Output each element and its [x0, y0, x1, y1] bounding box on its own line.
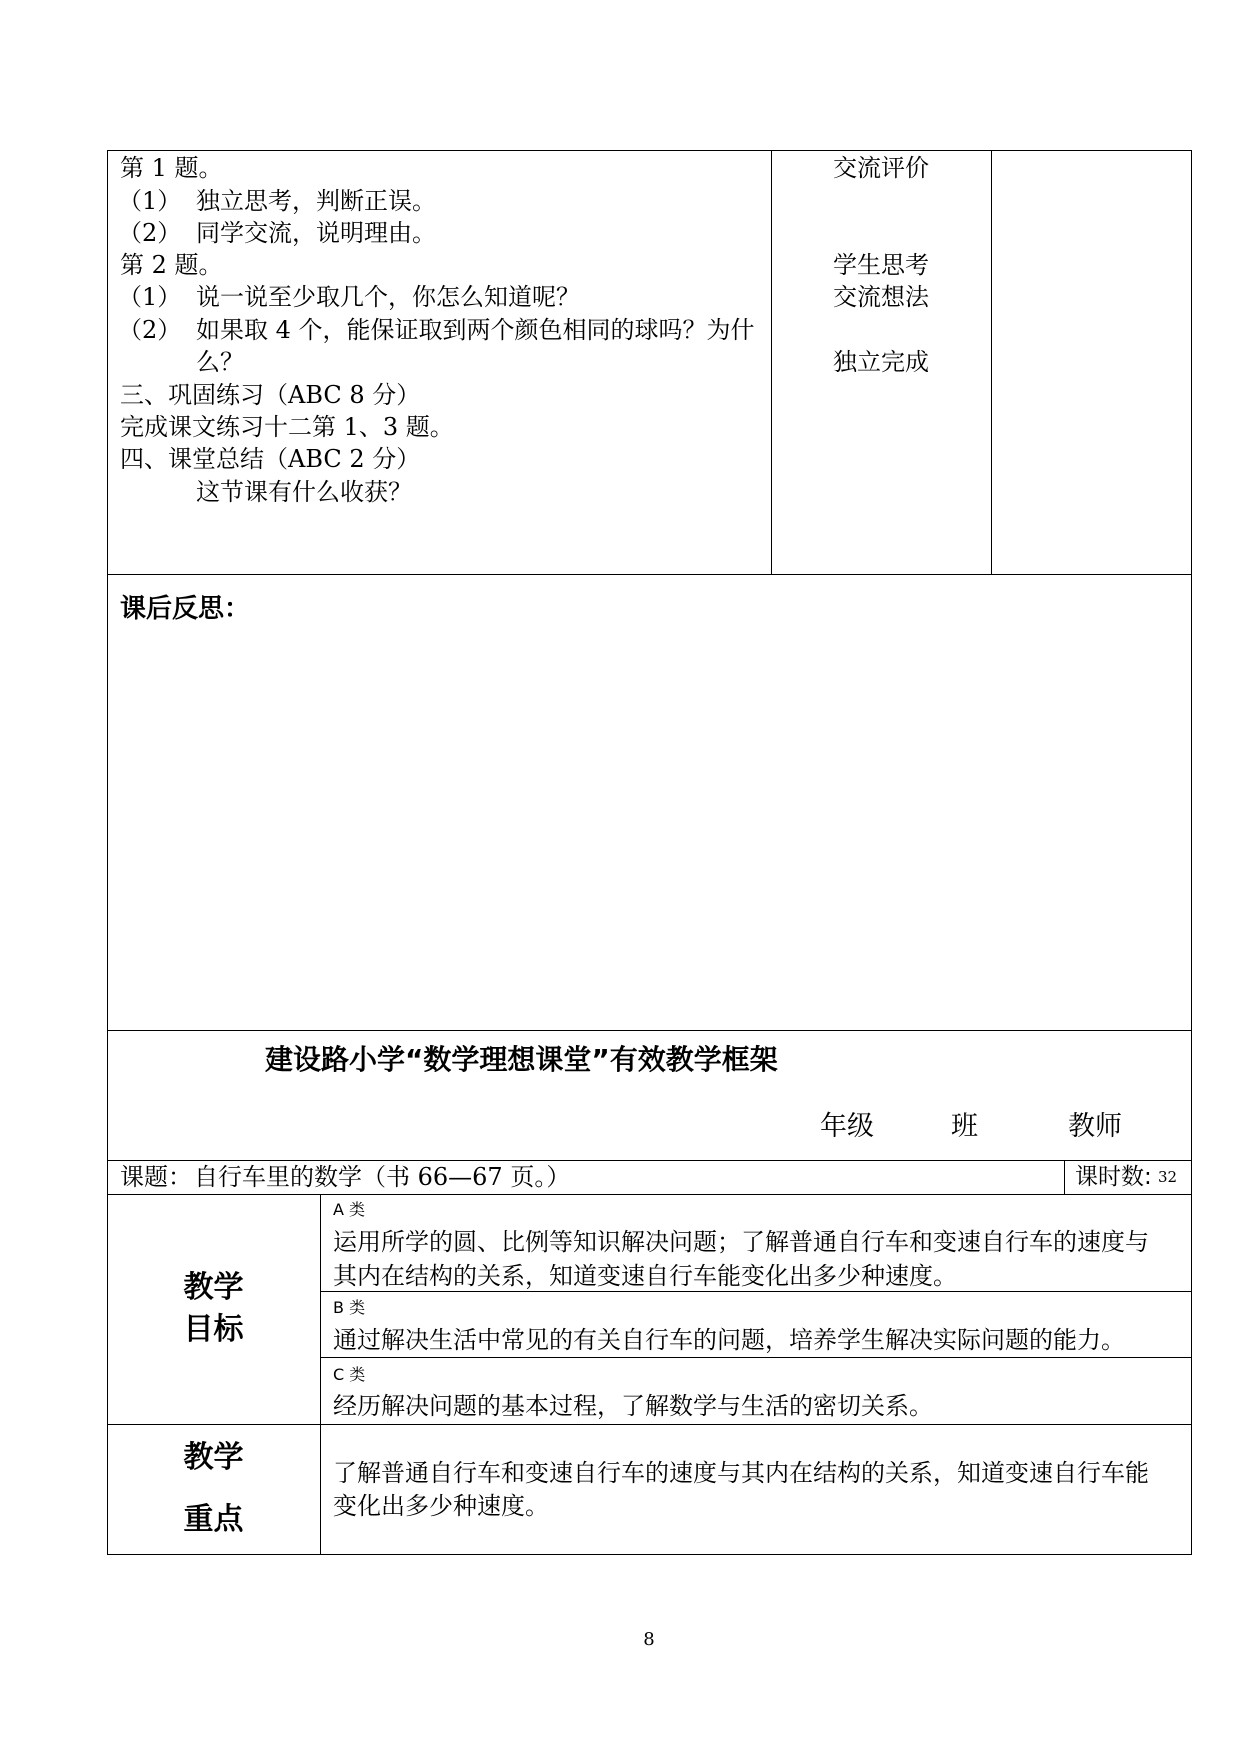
table-border-right — [1191, 150, 1192, 1555]
key-points-line-2: 变化出多少种速度。 — [333, 1492, 549, 1520]
goal-c-line-1: 经历解决问题的基本过程，了解数学与生活的密切关系。 — [333, 1392, 933, 1420]
topic-row-bottom-rule — [107, 1194, 1192, 1195]
period-label: 课时数: — [1075, 1164, 1152, 1190]
practice-column-divider-2 — [991, 150, 992, 574]
student-activity-1: 交流评价 — [833, 154, 929, 182]
consolidation-task: 完成课文练习十二第 1、3 题。 — [120, 413, 454, 441]
table-border-bottom — [107, 1554, 1192, 1555]
q2-item-2-text-continuation: 么？ — [196, 348, 244, 376]
topic-label: 课题： — [120, 1163, 192, 1191]
student-activity-3: 交流想法 — [833, 283, 929, 311]
summary-prompt: 这节课有什么收获？ — [196, 478, 412, 506]
goals-label-line-1: 教学 — [183, 1270, 244, 1305]
q1-item-1-number: （1） — [118, 187, 182, 215]
table-border-top — [107, 150, 1192, 151]
goal-a-line-2: 其内在结构的关系，知道变速自行车能变化出多少种速度。 — [333, 1262, 957, 1290]
topic-value: 自行车里的数学（书 66—67 页。） — [194, 1163, 571, 1191]
q1-item-2-number: （2） — [118, 219, 182, 247]
goal-a-label: A 类 — [333, 1200, 366, 1219]
label-column-divider — [320, 1194, 321, 1554]
goal-c-label: C 类 — [333, 1365, 366, 1384]
q2-title: 第 2 题。 — [120, 251, 223, 279]
period-value: 32 — [1158, 1168, 1178, 1186]
class-label: 班 — [951, 1111, 978, 1142]
student-activity-2: 学生思考 — [833, 251, 929, 279]
reflection-label: 课后反思： — [120, 594, 251, 624]
q2-item-2-number: （2） — [118, 316, 182, 344]
q2-item-2-text: 如果取 4 个，能保证取到两个颜色相同的球吗？为什 — [196, 316, 755, 344]
practice-row-bottom-rule — [107, 574, 1192, 575]
q1-item-2-text: 同学交流，说明理由。 — [196, 219, 436, 247]
q2-item-1-text: 说一说至少取几个，你怎么知道呢？ — [196, 283, 580, 311]
goal-b-line-1: 通过解决生活中常见的有关自行车的问题，培养学生解决实际问题的能力。 — [333, 1326, 1125, 1354]
goals-label-line-2: 目标 — [183, 1312, 244, 1347]
key-points-label-line-1: 教学 — [183, 1440, 244, 1475]
q2-item-1-number: （1） — [118, 283, 182, 311]
goals-row-bottom-rule — [107, 1424, 1192, 1425]
goal-b-bottom-rule — [320, 1357, 1192, 1358]
reflection-row-bottom-rule — [107, 1030, 1192, 1031]
summary-heading: 四、课堂总结（ABC 2 分） — [120, 445, 421, 473]
q1-item-1-text: 独立思考，判断正误。 — [196, 187, 436, 215]
key-points-line-1: 了解普通自行车和变速自行车的速度与其内在结构的关系，知道变速自行车能 — [333, 1459, 1149, 1487]
key-points-label-line-2: 重点 — [183, 1502, 244, 1537]
practice-column-divider-1 — [771, 150, 772, 574]
topic-period-divider — [1064, 1160, 1065, 1194]
grade-label: 年级 — [820, 1111, 874, 1142]
student-activity-4: 独立完成 — [833, 348, 929, 376]
consolidation-heading: 三、巩固练习（ABC 8 分） — [120, 381, 421, 409]
teacher-label: 教师 — [1068, 1111, 1122, 1142]
page-number: 8 — [643, 1629, 655, 1650]
goal-b-label: B 类 — [333, 1298, 366, 1317]
framework-title: 建设路小学“数学理想课堂”有效教学框架 — [265, 1043, 778, 1076]
goal-a-line-1: 运用所学的圆、比例等知识解决问题；了解普通自行车和变速自行车的速度与 — [333, 1228, 1149, 1256]
q1-title: 第 1 题。 — [120, 154, 223, 182]
